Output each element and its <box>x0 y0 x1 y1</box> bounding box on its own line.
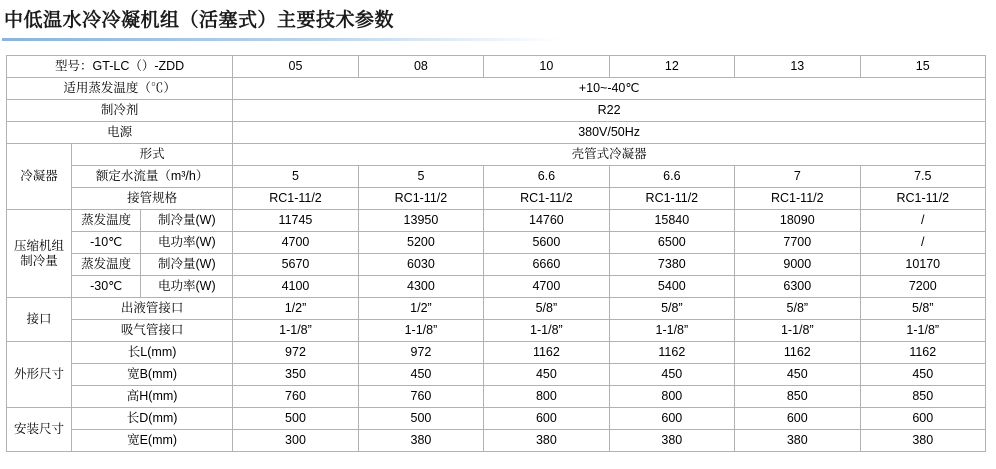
cap-minus30-08: 6030 <box>358 254 483 276</box>
model-col-13: 13 <box>735 56 860 78</box>
evap-temp-range-value: +10~-40℃ <box>233 78 986 100</box>
table-row-refrigerant <box>7 100 986 122</box>
model-label: 型号：GT-LC（）-ZDD <box>7 56 233 78</box>
length-05: 972 <box>233 342 358 364</box>
cap-minus10-13: 18090 <box>735 210 860 232</box>
refrigerant-label: 制冷剂 <box>7 100 233 122</box>
water-flow-label: 额定水流量（m³/h） <box>71 166 232 188</box>
temp-minus30-label: -30℃ <box>71 276 140 298</box>
pwr-minus10-15: / <box>860 232 985 254</box>
table-row-condenser-type <box>7 144 986 166</box>
water-flow-15: 7.5 <box>860 166 985 188</box>
liquid-out-08: 1/2” <box>358 298 483 320</box>
length-label: 长L(mm) <box>71 342 232 364</box>
table-row-model-header <box>7 56 986 78</box>
install-group-label: 安装尺寸 <box>7 408 72 452</box>
compressor-group-label <box>7 210 72 298</box>
install-d-10: 600 <box>484 408 609 430</box>
table-row-length <box>7 342 986 364</box>
table-row-water-flow <box>7 166 986 188</box>
width-05: 350 <box>233 364 358 386</box>
model-col-10: 10 <box>484 56 609 78</box>
dimension-group-label: 外形尺寸 <box>7 342 72 408</box>
length-13: 1162 <box>735 342 860 364</box>
water-flow-12: 6.6 <box>609 166 734 188</box>
suction-15: 1-1/8” <box>860 320 985 342</box>
evap-temp-label-minus10: 蒸发温度 <box>71 210 140 232</box>
cap-minus30-05: 5670 <box>233 254 358 276</box>
pipe-spec-10: RC1-11/2 <box>484 188 609 210</box>
install-e-15: 380 <box>860 430 985 452</box>
table-row-install-d <box>7 408 986 430</box>
cap-minus30-12: 7380 <box>609 254 734 276</box>
cap-minus30-13: 9000 <box>735 254 860 276</box>
suction-13: 1-1/8” <box>735 320 860 342</box>
pwr-minus10-05: 4700 <box>233 232 358 254</box>
width-13: 450 <box>735 364 860 386</box>
table-row-pwr-minus10 <box>7 232 986 254</box>
install-d-13: 600 <box>735 408 860 430</box>
cap-minus10-05: 11745 <box>233 210 358 232</box>
table-row-cap-minus10 <box>7 210 986 232</box>
install-e-13: 380 <box>735 430 860 452</box>
height-15: 850 <box>860 386 985 408</box>
refrigerant-value: R22 <box>233 100 986 122</box>
pipe-spec-12: RC1-11/2 <box>609 188 734 210</box>
table-row-evap-temp-range <box>7 78 986 100</box>
condenser-type-label: 形式 <box>71 144 232 166</box>
cap-minus30-15: 10170 <box>860 254 985 276</box>
length-12: 1162 <box>609 342 734 364</box>
height-08: 760 <box>358 386 483 408</box>
table-row-width <box>7 364 986 386</box>
suction-05: 1-1/8” <box>233 320 358 342</box>
condenser-type-value: 壳管式冷凝器 <box>233 144 986 166</box>
liquid-out-label: 出液管接口 <box>71 298 232 320</box>
power-supply-label: 电源 <box>7 122 233 144</box>
liquid-out-13: 5/8” <box>735 298 860 320</box>
power-supply-value: 380V/50Hz <box>233 122 986 144</box>
pwr-minus30-05: 4100 <box>233 276 358 298</box>
cap-minus10-10: 14760 <box>484 210 609 232</box>
pwr-minus30-13: 6300 <box>735 276 860 298</box>
temp-minus10-label: -10℃ <box>71 232 140 254</box>
suction-08: 1-1/8” <box>358 320 483 342</box>
length-08: 972 <box>358 342 483 364</box>
pwr-minus30-08: 4300 <box>358 276 483 298</box>
table-row-pwr-minus30 <box>7 276 986 298</box>
cooling-capacity-label-minus30: 制冷量(W) <box>141 254 233 276</box>
height-label: 高H(mm) <box>71 386 232 408</box>
width-08: 450 <box>358 364 483 386</box>
table-row-suction <box>7 320 986 342</box>
evap-temp-range-label: 适用蒸发温度（℃） <box>7 78 233 100</box>
length-10: 1162 <box>484 342 609 364</box>
width-15: 450 <box>860 364 985 386</box>
height-12: 800 <box>609 386 734 408</box>
liquid-out-12: 5/8” <box>609 298 734 320</box>
pwr-minus10-08: 5200 <box>358 232 483 254</box>
table-row-pipe-spec <box>7 188 986 210</box>
water-flow-05: 5 <box>233 166 358 188</box>
install-d-08: 500 <box>358 408 483 430</box>
install-d-12: 600 <box>609 408 734 430</box>
model-col-05: 05 <box>233 56 358 78</box>
pwr-minus10-10: 5600 <box>484 232 609 254</box>
pwr-minus10-13: 7700 <box>735 232 860 254</box>
model-col-12: 12 <box>609 56 734 78</box>
table-row-install-e <box>7 430 986 452</box>
height-05: 760 <box>233 386 358 408</box>
pwr-minus30-12: 5400 <box>609 276 734 298</box>
install-e-label: 宽E(mm) <box>71 430 232 452</box>
evap-temp-label-minus30: 蒸发温度 <box>71 254 140 276</box>
pipe-spec-15: RC1-11/2 <box>860 188 985 210</box>
condenser-group-label: 冷凝器 <box>7 144 72 210</box>
width-12: 450 <box>609 364 734 386</box>
install-e-10: 380 <box>484 430 609 452</box>
liquid-out-15: 5/8” <box>860 298 985 320</box>
table-row-power-supply <box>7 122 986 144</box>
model-col-08: 08 <box>358 56 483 78</box>
table-row-liquid-out <box>7 298 986 320</box>
cap-minus10-08: 13950 <box>358 210 483 232</box>
water-flow-13: 7 <box>735 166 860 188</box>
width-label: 宽B(mm) <box>71 364 232 386</box>
compressor-label-line2: 制冷量 <box>20 253 58 268</box>
install-d-label: 长D(mm) <box>71 408 232 430</box>
spec-table <box>6 55 986 452</box>
install-e-05: 300 <box>233 430 358 452</box>
install-d-05: 500 <box>233 408 358 430</box>
pipe-spec-13: RC1-11/2 <box>735 188 860 210</box>
interface-group-label: 接口 <box>7 298 72 342</box>
height-10: 800 <box>484 386 609 408</box>
cap-minus10-15: / <box>860 210 985 232</box>
liquid-out-10: 5/8” <box>484 298 609 320</box>
table-row-height <box>7 386 986 408</box>
compressor-label-line1: 压缩机组 <box>13 238 64 253</box>
page-title: 中低温水冷冷凝机组（活塞式）主要技术参数 <box>4 10 395 31</box>
cooling-capacity-label-minus10: 制冷量(W) <box>141 210 233 232</box>
install-e-08: 380 <box>358 430 483 452</box>
width-10: 450 <box>484 364 609 386</box>
pwr-minus30-10: 4700 <box>484 276 609 298</box>
water-flow-08: 5 <box>358 166 483 188</box>
suction-10: 1-1/8” <box>484 320 609 342</box>
length-15: 1162 <box>860 342 985 364</box>
title-divider <box>2 38 562 41</box>
power-input-label-minus10: 电功率(W) <box>141 232 233 254</box>
water-flow-10: 6.6 <box>484 166 609 188</box>
model-col-15: 15 <box>860 56 985 78</box>
height-13: 850 <box>735 386 860 408</box>
install-e-12: 380 <box>609 430 734 452</box>
power-input-label-minus30: 电功率(W) <box>141 276 233 298</box>
pipe-spec-05: RC1-11/2 <box>233 188 358 210</box>
install-d-15: 600 <box>860 408 985 430</box>
suction-12: 1-1/8” <box>609 320 734 342</box>
table-row-cap-minus30 <box>7 254 986 276</box>
pipe-spec-08: RC1-11/2 <box>358 188 483 210</box>
liquid-out-05: 1/2” <box>233 298 358 320</box>
cap-minus10-12: 15840 <box>609 210 734 232</box>
suction-label: 吸气管接口 <box>71 320 232 342</box>
cap-minus30-10: 6660 <box>484 254 609 276</box>
pwr-minus30-15: 7200 <box>860 276 985 298</box>
pwr-minus10-12: 6500 <box>609 232 734 254</box>
pipe-spec-label: 接管规格 <box>71 188 232 210</box>
